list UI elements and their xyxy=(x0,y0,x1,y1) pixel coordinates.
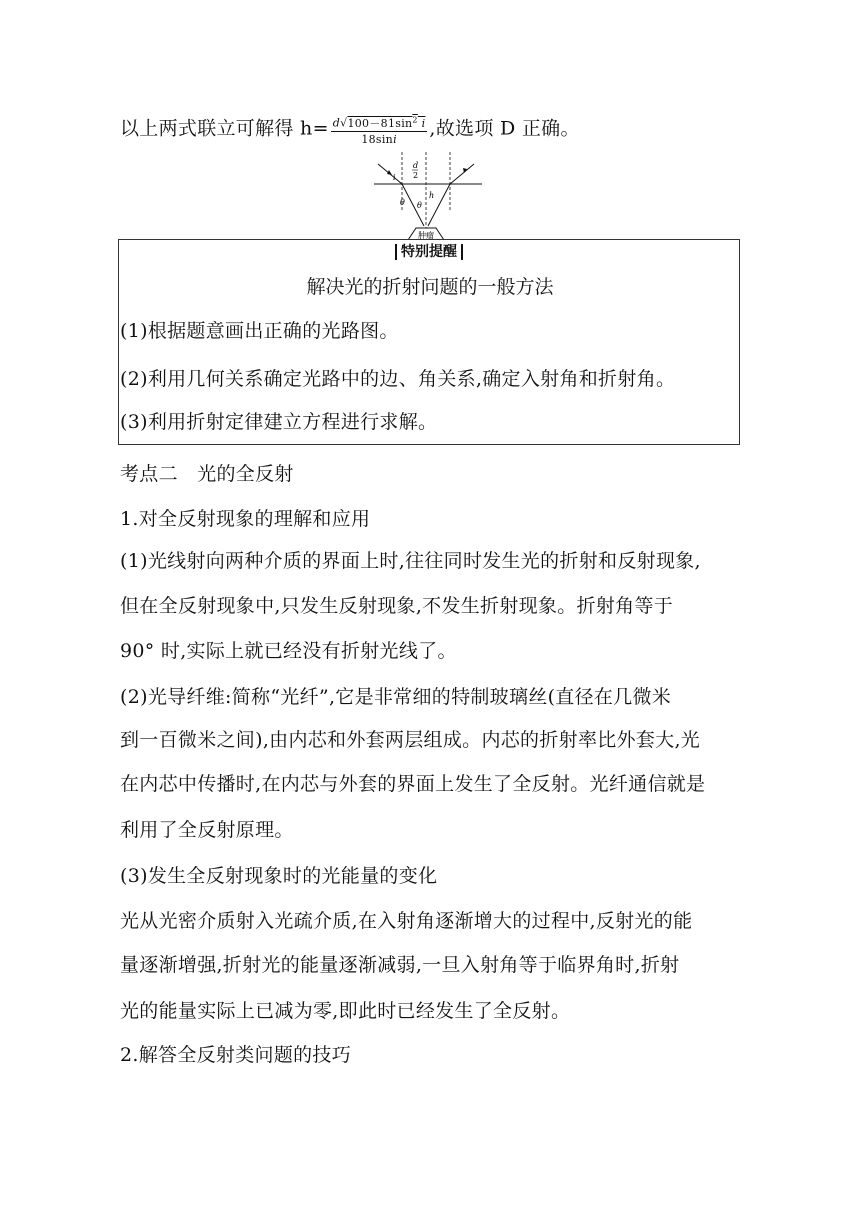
incident-arrow xyxy=(387,170,392,175)
label-theta-right: θ xyxy=(417,201,422,210)
fraction-numerator: $d√100-81\sin^2$ i xyxy=(332,115,426,130)
paragraph-line: 但在全反射现象中,只发生反射现象,不发生折射现象。折射角等于 xyxy=(120,595,674,617)
label-d: d xyxy=(413,161,419,170)
label-tumor: 肿瘤 xyxy=(418,231,434,240)
tip-subtitle: 解决光的折射问题的一般方法 xyxy=(306,276,554,298)
subheading: 2.解答全反射类问题的技巧 xyxy=(120,1044,352,1066)
label-h: h xyxy=(429,191,435,200)
formula-prefix: 以上两式联立可解得 h= xyxy=(120,117,329,140)
paragraph-line: 到一百微米之间),由内芯和外套两层组成。内芯的折射率比外套大,光 xyxy=(120,729,701,751)
height-fraction xyxy=(331,113,428,146)
refraction-diagram xyxy=(366,148,486,240)
paragraph-line: 利用了全反射原理。 xyxy=(120,819,294,841)
label-i: i xyxy=(393,173,396,182)
subheading: 1.对全反射现象的理解和应用 xyxy=(120,508,371,530)
paragraph-line: (1)光线射向两种介质的界面上时,往往同时发生光的折射和反射现象, xyxy=(120,550,701,572)
paragraph-line: (2)光导纤维:简称“光纤”,它是非常细的特制玻璃丝(直径在几微米 xyxy=(120,686,672,708)
label-theta-left: θ xyxy=(400,198,405,207)
paragraph-title: (3)发生全反射现象时的光能量的变化 xyxy=(120,865,438,887)
paragraph-line: 量逐渐增强,折射光的能量逐渐减弱,一旦入射角等于临界角时,折射 xyxy=(120,954,680,976)
section-title: 考点二 光的全反射 xyxy=(120,463,294,485)
formula-suffix: ,故选项 D 正确。 xyxy=(429,117,580,140)
formula-line xyxy=(120,113,580,146)
fraction-denominator: 18sini xyxy=(361,132,397,146)
tip-item: (1)根据题意画出正确的光路图。 xyxy=(120,320,399,342)
label-2: 2 xyxy=(413,171,419,180)
paragraph-line: 在内芯中传播时,在内芯与外套的界面上发生了全反射。光纤通信就是 xyxy=(120,773,706,795)
emergent-ray xyxy=(450,164,474,184)
tip-item: (2)利用几何关系确定光路中的边、角关系,确定入射角和折射角。 xyxy=(120,368,676,390)
paragraph-line: 光从光密介质射入光疏介质,在入射角逐渐增大的过程中,反射光的能 xyxy=(120,910,693,932)
paragraph-line: 90° 时,实际上就已经没有折射光线了。 xyxy=(120,640,457,662)
tip-header: 特别提醒 xyxy=(119,243,739,261)
tip-item: (3)利用折射定律建立方程进行求解。 xyxy=(120,411,438,433)
paragraph-line: 光的能量实际上已减为零,即此时已经发生了全反射。 xyxy=(120,1000,571,1022)
sqrt-radicand: $100-81\sin^2$ i xyxy=(347,115,426,130)
